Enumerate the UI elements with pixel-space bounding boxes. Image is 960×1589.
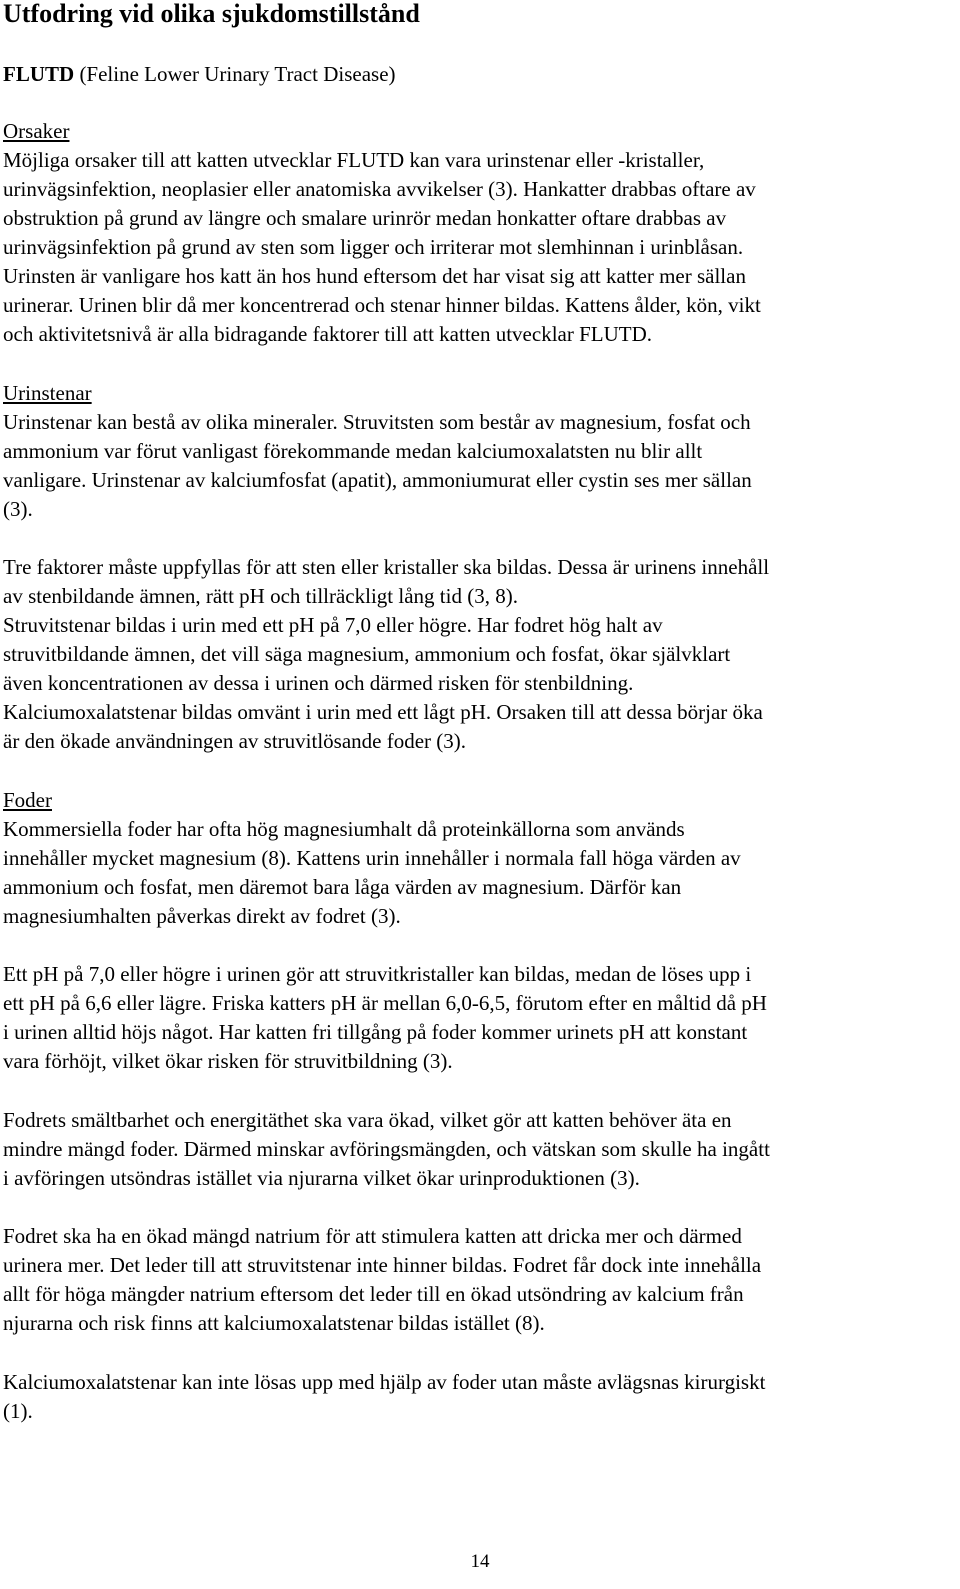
subtitle-full-name: (Feline Lower Urinary Tract Disease) [74, 62, 396, 86]
paragraph-line: i urinen alltid höjs något. Har katten fri tillgång på foder kommer urinets pH att konstant [3, 1020, 748, 1044]
section-heading: Urinstenar [3, 381, 92, 405]
paragraph-line: magnesiumhalten påverkas direkt av fodret (3). [3, 904, 401, 928]
page-subtitle [3, 60, 396, 88]
section-urinstenar [3, 379, 953, 524]
paragraph-line: njurarna och risk finns att kalciumoxalatstenar bildas istället (8). [3, 1311, 545, 1335]
section-orsaker [3, 117, 953, 349]
paragraph-line: urinvägsinfektion, neoplasier eller anatomiska avvikelser (3). Hankatter drabbas oftare av [3, 177, 756, 201]
section-foder [3, 786, 953, 931]
paragraph-line: (3). [3, 497, 33, 521]
page-title: Utfodring vid olika sjukdomstillstånd [3, 0, 420, 28]
paragraph-line: mindre mängd foder. Därmed minskar avföringsmängden, och vätskan som skulle ha ingått [3, 1137, 770, 1161]
paragraph-line: och aktivitetsnivå är alla bidragande faktorer till att katten utvecklar FLUTD. [3, 322, 653, 346]
paragraph-sodium [3, 1222, 953, 1338]
paragraph-ph [3, 960, 953, 1076]
paragraph-line: Kalciumoxalatstenar kan inte lösas upp med hjälp av foder utan måste avlägsnas kirurgiskt [3, 1370, 766, 1394]
paragraph-line: urinvägsinfektion på grund av sten som ligger och irriterar mot slemhinnan i urinblåsan. [3, 235, 744, 259]
paragraph-line: Kalciumoxalatstenar bildas omvänt i urin med ett lågt pH. Orsaken till att dessa börjar öka [3, 700, 763, 724]
paragraph-line: urinera mer. Det leder till att struvitstenar inte hinner bildas. Fodret får dock inte innehålla [3, 1253, 762, 1277]
paragraph-calcium-oxalate [3, 1368, 953, 1426]
paragraph-line: Fodrets smältbarhet och energitäthet ska vara ökad, vilket gör att katten behöver äta en [3, 1108, 732, 1132]
paragraph-line: i avföringen utsöndras istället via njurarna vilket ökar urinproduktionen (3). [3, 1166, 640, 1190]
paragraph-line: Kommersiella foder har ofta hög magnesiumhalt då proteinkällorna som används [3, 817, 685, 841]
paragraph-line: Ett pH på 7,0 eller högre i urinen gör att struvitkristaller kan bildas, medan de löses upp i [3, 962, 752, 986]
paragraph-line: ammonium och fosfat, men däremot bara låga värden av magnesium. Därför kan [3, 875, 682, 899]
paragraph-line: ett pH på 6,6 eller lägre. Friska katters pH är mellan 6,0-6,5, förutom efter en måltid då pH [3, 991, 767, 1015]
paragraph-line: av stenbildande ämnen, rätt pH och tillräckligt lång tid (3, 8). [3, 584, 518, 608]
paragraph-line: struvitbildande ämnen, det vill säga magnesium, ammonium och fosfat, ökar självklart [3, 642, 731, 666]
paragraph-line: Möjliga orsaker till att katten utvecklar FLUTD kan vara urinstenar eller -kristaller, [3, 148, 705, 172]
paragraph-line: Urinstenar kan bestå av olika mineraler. Struvitsten som består av magnesium, fosfat och [3, 410, 751, 434]
paragraph-line: är den ökade användningen av struvitlösande foder (3). [3, 729, 467, 753]
paragraph-line: obstruktion på grund av längre och smalare urinrör medan honkatter oftare drabbas av [3, 206, 727, 230]
paragraph-line: allt för höga mängder natrium eftersom det leder till en ökad utsöndring av kalcium från [3, 1282, 744, 1306]
section-heading: Orsaker [3, 119, 70, 143]
subtitle-abbreviation: FLUTD [3, 62, 75, 86]
paragraph-line: vara förhöjt, vilket ökar risken för struvitbildning (3). [3, 1049, 453, 1073]
paragraph-line: innehåller mycket magnesium (8). Kattens urin innehåller i normala fall höga värden av [3, 846, 741, 870]
paragraph-line: ammonium var förut vanligast förekommande medan kalciumoxalatsten nu blir allt [3, 439, 703, 463]
paragraph-line: Tre faktorer måste uppfyllas för att sten eller kristaller ska bildas. Dessa är urinens innehåll [3, 555, 770, 579]
paragraph-line: Struvitstenar bildas i urin med ett pH på 7,0 eller högre. Har fodret hög halt av [3, 613, 663, 637]
paragraph-line: även koncentrationen av dessa i urinen och därmed risken för stenbildning. [3, 671, 634, 695]
paragraph-line: (1). [3, 1399, 33, 1423]
paragraph-digestibility [3, 1106, 953, 1193]
paragraph-line: urinerar. Urinen blir då mer koncentrerad och stenar hinner bildas. Kattens ålder, kön, vikt [3, 293, 761, 317]
paragraph-line: Urinsten är vanligare hos katt än hos hund eftersom det har visat sig att katter mer sällan [3, 264, 746, 288]
paragraph-line: Fodret ska ha en ökad mängd natrium för att stimulera katten att dricka mer och därmed [3, 1224, 742, 1248]
paragraph-line: vanligare. Urinstenar av kalciumfosfat (apatit), ammoniumurat eller cystin ses mer sällan [3, 468, 752, 492]
paragraph-stone-formation [3, 553, 953, 756]
section-heading: Foder [3, 788, 52, 812]
page-number: 14 [470, 1551, 490, 1572]
